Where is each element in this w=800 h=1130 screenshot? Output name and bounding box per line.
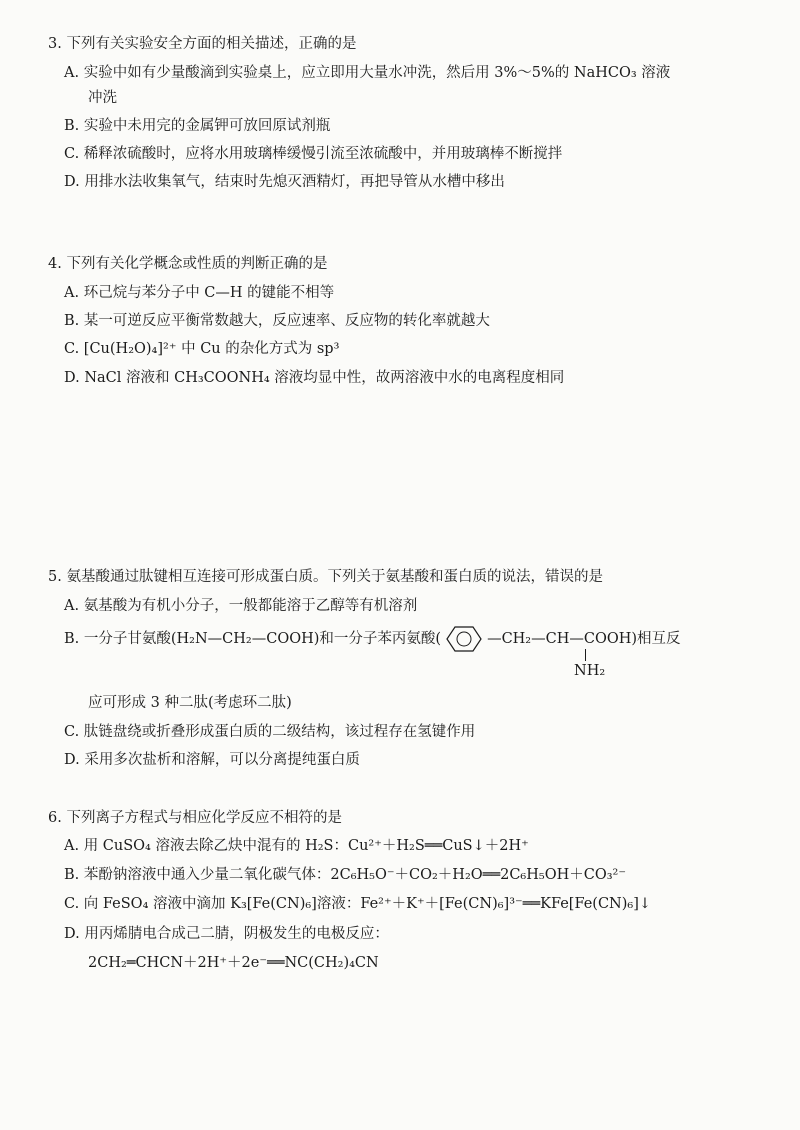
question-5-option-b-continued: 应可形成 3 种二肽(考虑环二肽) <box>88 695 292 711</box>
question-3-stem: 3. 下列有关实验安全方面的相关描述，正确的是 <box>48 36 357 52</box>
question-6-option-b: B. 苯酚钠溶液中通入少量二氧化碳气体：2C₆H₅O⁻＋CO₂＋H₂O══2C₆H₅OH＋CO₃²⁻ <box>64 867 626 883</box>
question-5-option-c: C. 肽链盘绕或折叠形成蛋白质的二级结构，该过程存在氢键作用 <box>64 724 476 740</box>
question-5-option-a: A. 氨基酸为有机小分子，一般都能溶于乙醇等有机溶剂 <box>64 598 418 614</box>
question-5-option-b-text-after: —CH₂—CH—COOH)相互反 <box>487 631 681 647</box>
question-4-stem: 4. 下列有关化学概念或性质的判断正确的是 <box>48 256 328 272</box>
question-5-stem: 5. 氨基酸通过肽键相互连接可形成蛋白质。下列关于氨基酸和蛋白质的说法，错误的是 <box>48 569 603 585</box>
question-6-option-a: A. 用 CuSO₄ 溶液去除乙炔中混有的 H₂S：Cu²⁺＋H₂S══CuS↓＋2H⁺ <box>64 838 529 854</box>
question-6-option-c: C. 向 FeSO₄ 溶液中滴加 K₃[Fe(CN)₆]溶液：Fe²⁺＋K⁺＋[Fe(CN)₆]³⁻══KFe[Fe(CN)₆]↓ <box>64 896 652 912</box>
question-4-option-b: B. 某一可逆反应平衡常数越大，反应速率、反应物的转化率就越大 <box>64 313 490 329</box>
question-3-option-b: B. 实验中未用完的金属钾可放回原试剂瓶 <box>64 118 331 134</box>
question-3-option-c: C. 稀释浓硫酸时，应将水用玻璃棒缓慢引流至浓硫酸中，并用玻璃棒不断搅拌 <box>64 146 563 162</box>
question-5-option-b <box>64 629 681 649</box>
question-3-option-a-continued: 冲洗 <box>88 90 117 106</box>
amino-bond-line <box>585 649 586 661</box>
benzene-ring-icon <box>441 629 487 649</box>
question-3-option-d: D. 用排水法收集氧气，结束时先熄灭酒精灯，再把导管从水槽中移出 <box>64 174 505 190</box>
question-6-option-d: D. 用丙烯腈电合成己二腈，阴极发生的电极反应： <box>64 926 389 942</box>
amino-group-label: NH₂ <box>574 663 606 679</box>
question-5-option-d: D. 采用多次盐析和溶解，可以分离提纯蛋白质 <box>64 752 360 768</box>
question-6-stem: 6. 下列离子方程式与相应化学反应不相符的是 <box>48 810 342 826</box>
question-5-option-b-text-before: B. 一分子甘氨酸(H₂N—CH₂—COOH)和一分子苯丙氨酸( <box>64 631 442 647</box>
question-3-option-a: A. 实验中如有少量酸滴到实验桌上，应立即用大量水冲洗，然后用 3%～5%的 NaHCO₃ 溶液 <box>64 65 671 81</box>
question-4-option-d: D. NaCl 溶液和 CH₃COONH₄ 溶液均显中性，故两溶液中水的电离程度相同 <box>64 370 565 386</box>
question-6-option-d-equation: 2CH₂═CHCN＋2H⁺＋2e⁻══NC(CH₂)₄CN <box>88 955 379 971</box>
question-4-option-c: C. [Cu(H₂O)₄]²⁺ 中 Cu 的杂化方式为 sp³ <box>64 341 340 357</box>
question-4-option-a: A. 环己烷与苯分子中 C—H 的键能不相等 <box>64 285 335 301</box>
